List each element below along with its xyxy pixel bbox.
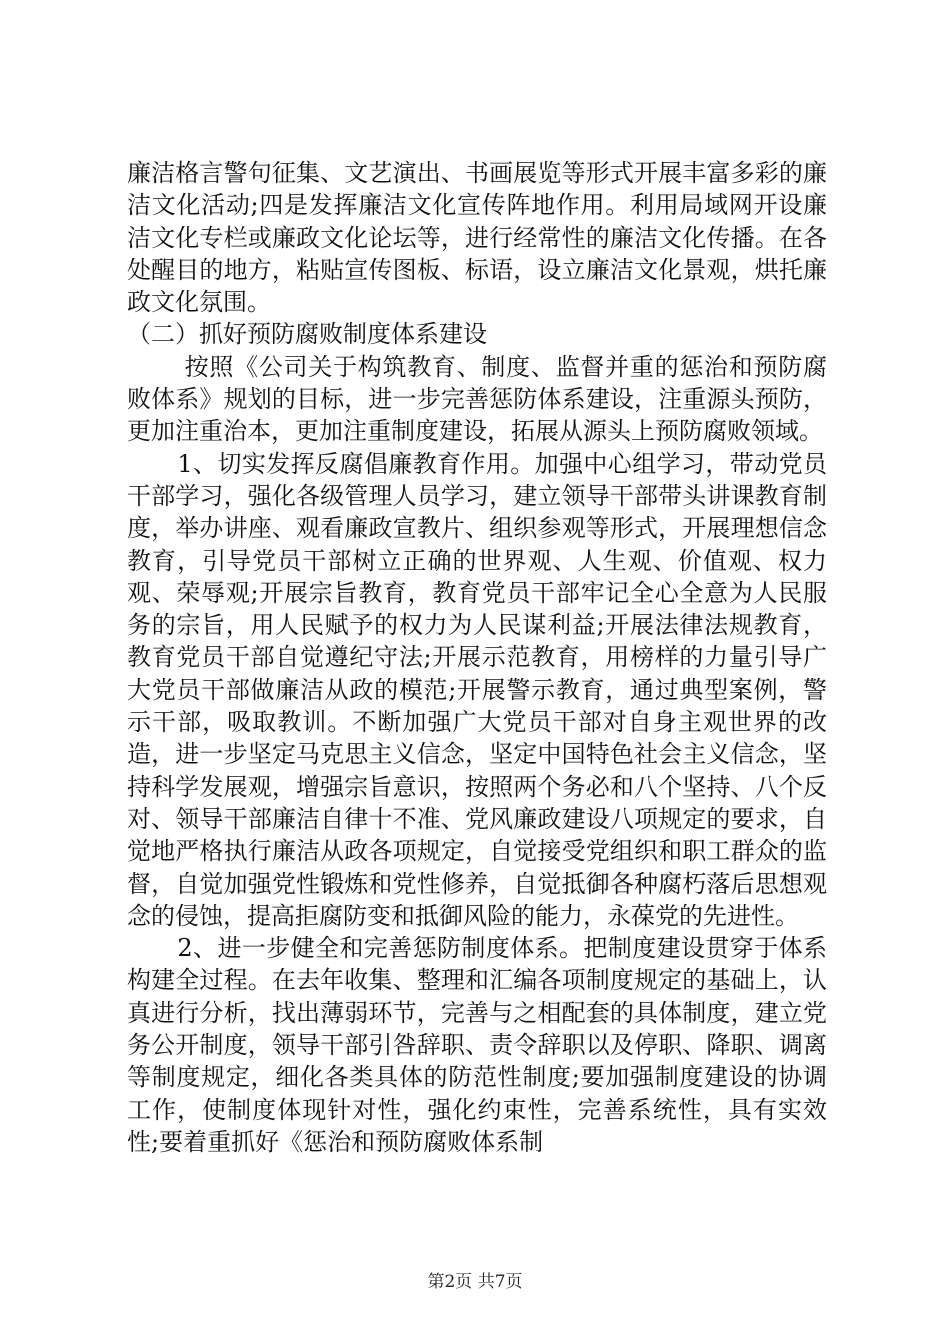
page-number-footer: 第2页 共7页 bbox=[427, 1272, 523, 1292]
paragraph-item-1: 1、切实发挥反腐倡廉教育作用。加强中心组学习，带动党员干部学习，强化各级管理人员学习，建立领导干部带头讲课教育制度，举办讲座、观看廉政宣教片、组织参观等形式，开展理想信念教育，引导党员干部树立正确的世界观、人生观、价值观、权力观、荣辱观;开展宗旨教育，教育党员干部牢记全心全意为人民服务的宗旨，用人民赋予的权力为人民谋利益;开展法律法规教育，教育党员干部自觉遵纪守法;开展示范教育，用榜样的力量引导广大党员干部做廉洁从政的模范;开展警示教育，通过典型案例，警示干部，吸取教训。不断加强广大党员干部对自身主观世界的改造，进一步坚定马克思主义信念，坚定中国特色社会主义信念，坚持科学发展观，增强宗旨意识，按照两个务必和八个坚持、八个反对、领导干部廉洁自律十不准、党风廉政建设八项规定的要求，自觉地严格执行廉洁从政各项规定，自觉接受党组织和职工群众的监督，自觉加强党性锻炼和党性修养，自觉抵御各种腐朽落后思想观念的侵蚀，提高拒腐防变和抵御风险的能力，永葆党的先进性。 bbox=[127, 449, 827, 930]
paragraph-intro: 按照《公司关于构筑教育、制度、监督并重的惩治和预防腐败体系》规划的目标，进一步完善惩防体系建设，注重源头预防，更加注重治本，更加注重制度建设，拓展从源头上预防腐败领域。 bbox=[127, 352, 827, 446]
paragraph-continuation: 廉洁格言警句征集、文艺演出、书画展览等形式开展丰富多彩的廉洁文化活动;四是发挥廉洁文化宣传阵地作用。利用局域网开设廉洁文化专栏或廉政文化论坛等，进行经常性的廉洁文化传播。在各处醒目的地方，粘贴宣传图板、标语，设立廉洁文化景观，烘托廉政文化氛围。 bbox=[127, 159, 827, 317]
section-heading: （二）抓好预防腐败制度体系建设 bbox=[127, 320, 487, 349]
paragraph-item-2: 2、进一步健全和完善惩防制度体系。把制度建设贯穿于体系构建全过程。在去年收集、整理和汇编各项制度规定的基础上，认真进行分析，找出薄弱环节，完善与之相配套的具体制度，建立党务公开制度，领导干部引咎辞职、责令辞职以及停职、降职、调离等制度规定，细化各类具体的防范性制度;要加强制度建设的协调工作，使制度体现针对性，强化约束性，完善系统性，具有实效性;要着重抓好《惩治和预防腐败体系制 bbox=[127, 934, 827, 1156]
document-body bbox=[127, 157, 827, 1158]
